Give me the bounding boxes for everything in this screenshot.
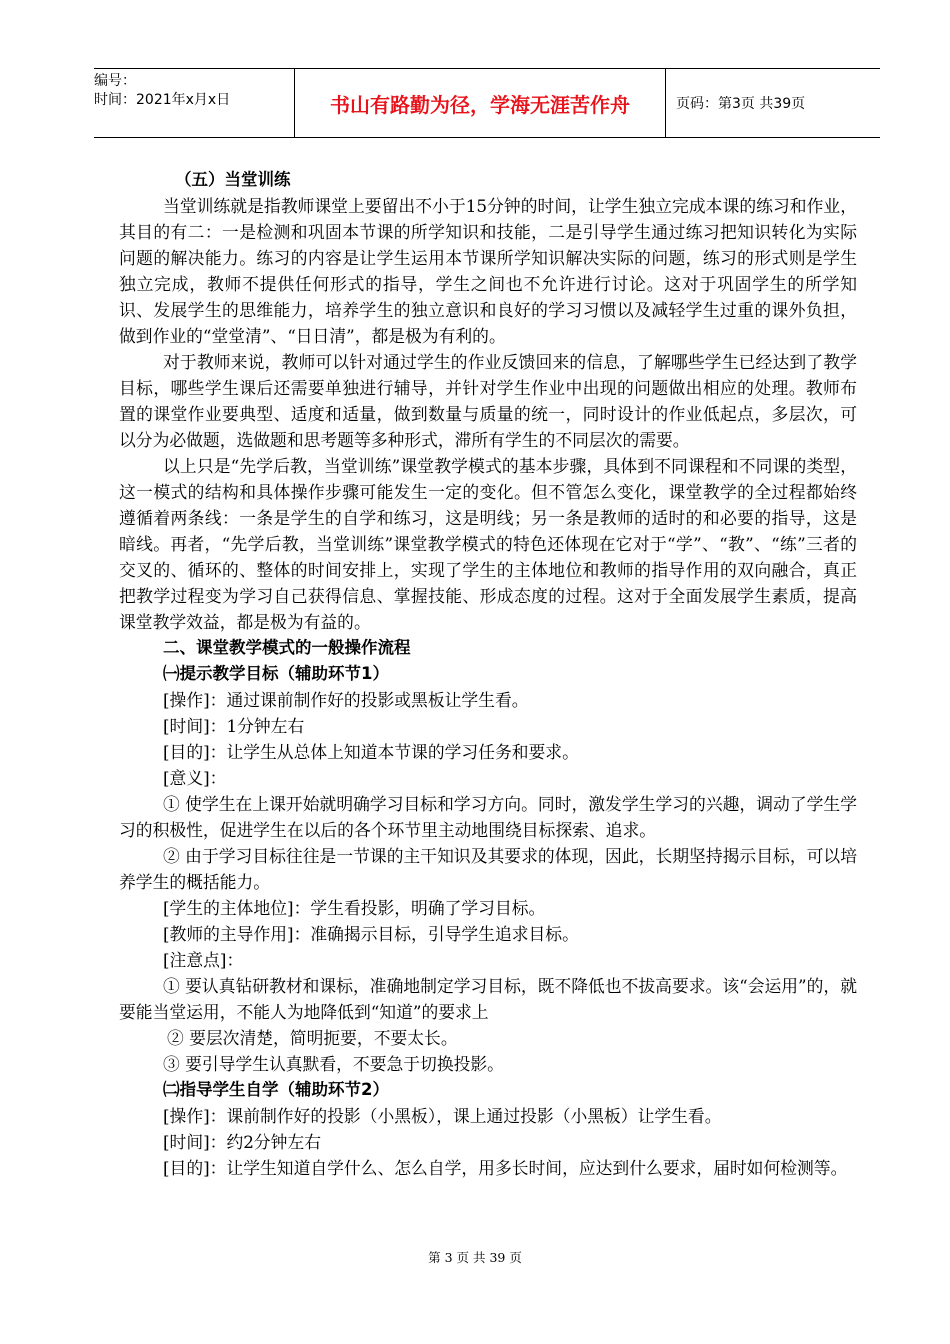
step1-time: [时间]：1分钟左右 [163,716,305,736]
step1-notes: [注意点]： [163,950,244,970]
step1-note-item: ③ 要引导学生认真默看，不要急于切换投影。 [163,1054,504,1074]
step1-title: ㈠提示教学目标（辅助环节1） [163,664,389,683]
step1-teacher-role: [教师的主导作用]：准确揭示目标，引导学生追求目标。 [163,924,579,944]
header-page-label: 页码：第3页 共39页 [676,96,806,112]
step2-time: [时间]：约2分钟左右 [163,1132,322,1152]
step2-title: ㈡指导学生自学（辅助环节2） [163,1080,389,1099]
section2-title: 二、课堂教学模式的一般操作流程 [163,638,411,657]
step1-student-role: [学生的主体地位]：学生看投影，明确了学习目标。 [163,898,546,918]
step1-note-item: ① 要认真钻研教材和课标，准确地制定学习目标，既不降低也不拔高要求。该“会运用”的，就要能当堂运用，不能人为地降低到“知道”的要求上 [119,976,857,1022]
header-info [94,69,294,137]
step1-meaning-item: ① 使学生在上课开始就明确学习目标和学习方向。同时，激发学生学习的兴趣，调动了学生学习的积极性，促进学生在以后的各个环节里主动地围绕目标探索、追求。 [119,794,857,840]
step1-goal: [目的]：让学生从总体上知道本节课的学习任务和要求。 [163,742,579,762]
step1-operation: [操作]：通过课前制作好的投影或黑板让学生看。 [163,690,529,710]
paragraph: 对于教师来说，教师可以针对通过学生的作业反馈回来的信息，了解哪些学生已经达到了教学目标，哪些学生课后还需要单独进行辅导，并针对学生作业中出现的问题做出相应的处理。教师布置的课堂作业要典型、适度和适量，做到数量与质量的统一，同时设计的作业低起点，多层次，可以分为必做题，选做题和思考题等多种形式，滞所有学生的不同层次的需要。 [119,352,857,450]
page-footer: 第 3 页 共 39 页 [428,1250,522,1265]
paragraph: 当堂训练就是指教师课堂上要留出不小于15分钟的时间，让学生独立完成本课的练习和作业，其目的有二：一是检测和巩固本节课的所学知识和技能，二是引导学生通过练习把知识转化为实际问题的解决能力。练习的内容是让学生运用本节课所学知识解决实际的问题，练习的形式则是学生独立完成，教师不提供任何形式的指导，学生之间也不允许进行讨论。这对于巩固学生的所学知识、发展学生的思维能力，培养学生的独立意识和良好的学习习惯以及减轻学生过重的课外负担，做到作业的“堂堂清”、“日日清”，都是极为有利的。 [119,196,857,346]
step1-note-item: ② 要层次清楚，简明扼要，不要太长。 [167,1028,458,1048]
section5-title: （五）当堂训练 [175,170,291,189]
paragraph: 以上只是“先学后教，当堂训练”课堂教学模式的基本步骤，具体到不同课程和不同课的类型，这一模式的结构和具体操作步骤可能发生一定的变化。但不管怎么变化，课堂教学的全过程都始终遵循着两条线：一条是学生的自学和练习，这是明线；另一条是教师的适时的和必要的指导，这是暗线。再者，“先学后教，当堂训练”课堂教学模式的特色还体现在它对于“学”、“教”、“练”三者的交叉的、循环的、整体的时间安排上，实现了学生的主体地位和教师的指导作用的双向融合，真正把教学过程变为学习自己获得信息、掌握技能、形成态度的过程。这对于全面发展学生素质，提高课堂教学效益，都是极为有益的。 [119,456,857,632]
step2-goal: [目的]：让学生知道自学什么、怎么自学，用多长时间，应达到什么要求，届时如何检测等。 [163,1158,848,1178]
header-motto: 书山有路勤为径，学海无涯苦作舟 [294,69,666,137]
document-body [119,167,857,1181]
step1-meaning: [意义]： [163,768,227,788]
number-label: 编号： [94,73,136,89]
page-header [94,68,880,138]
step2-operation: [操作]：课前制作好的投影（小黑板），课上通过投影（小黑板）让学生看。 [163,1106,722,1126]
time-label: 时间：2021年x月x日 [94,92,231,108]
step1-meaning-item: ② 由于学习目标往往是一节课的主干知识及其要求的体现，因此，长期坚持揭示目标，可以培养学生的概括能力。 [119,846,857,892]
